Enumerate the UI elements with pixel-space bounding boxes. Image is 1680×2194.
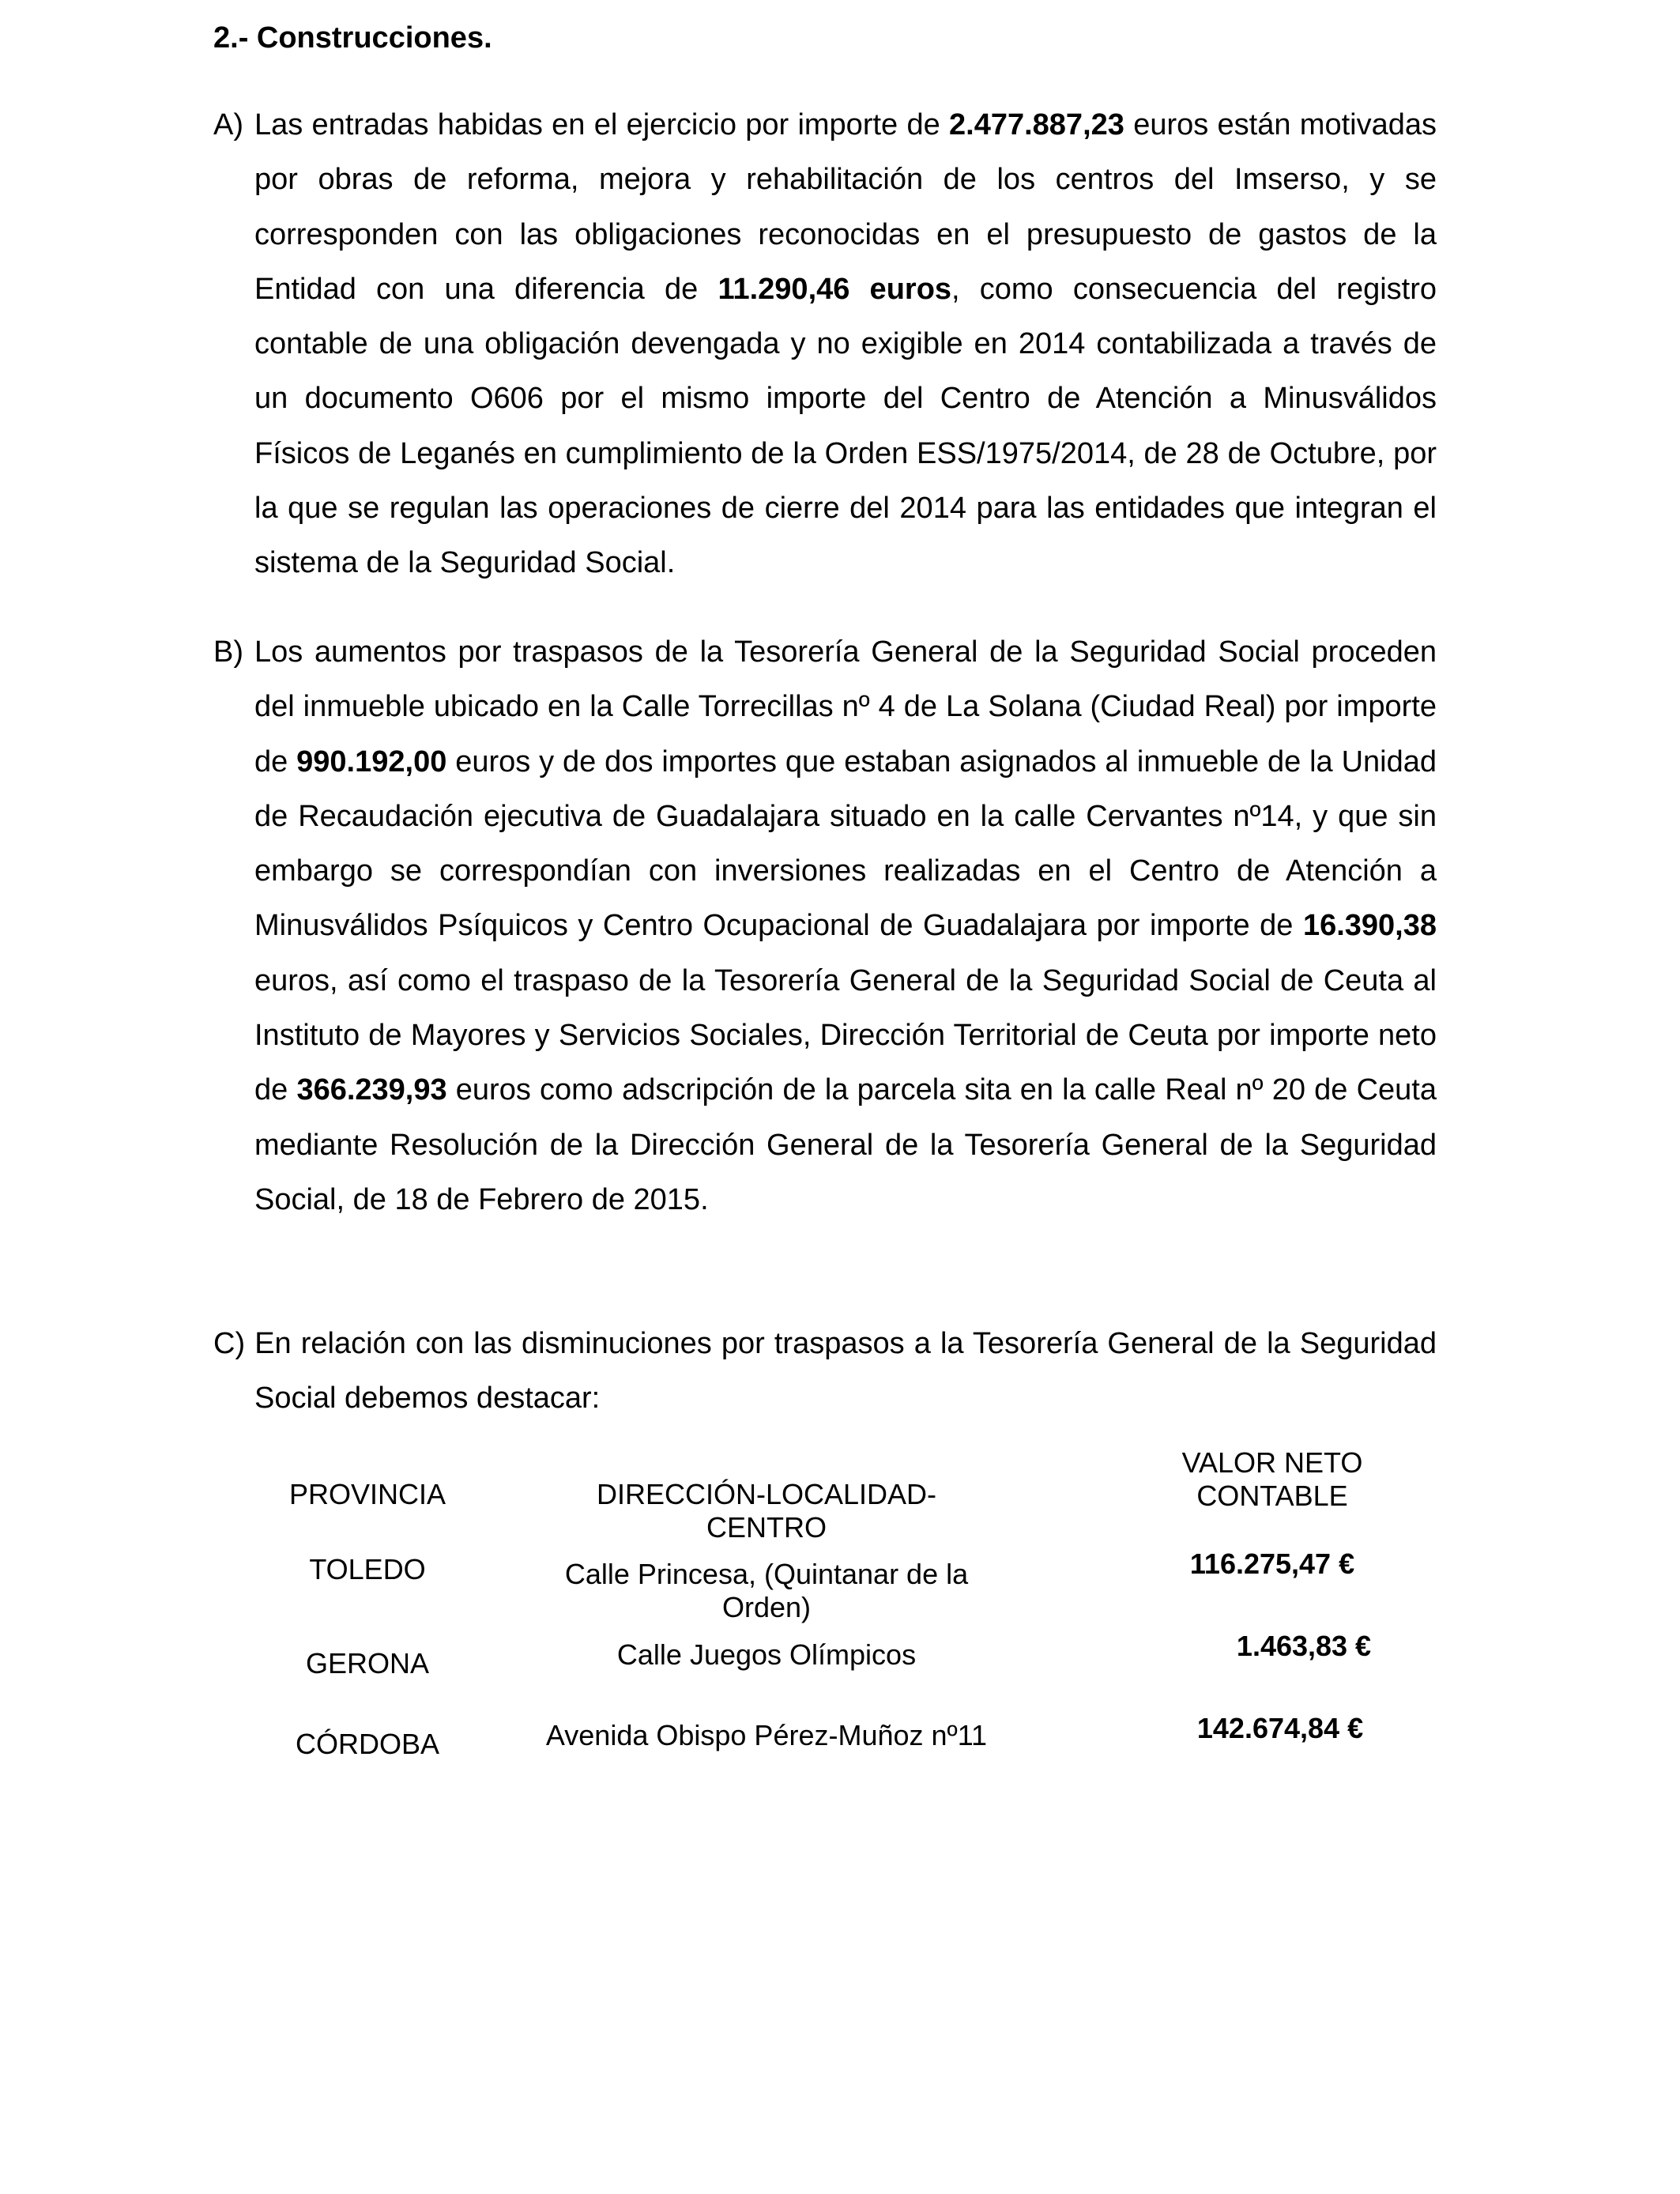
paragraph-c xyxy=(213,1317,1437,1427)
row-1-provincia: TOLEDO xyxy=(309,1553,426,1585)
header-valor-neto: VALOR NETO xyxy=(1181,1446,1363,1479)
amount-bold: 990.192,00 xyxy=(296,745,447,778)
text-run: euros y de dos importes que estaban asignados al inmueble de la Unidad de Recaudación ejecutiva de Guadalajara situado en la calle Cervantes nº14, y que sin embargo se correspondían con inversiones realizadas en el Centro de Atención a Minusválidos Psíquicos y Centro Ocupacional de Guadalajara por importe de xyxy=(254,745,1437,943)
row-3-direccion: Avenida Obispo Pérez-Muñoz nº11 xyxy=(545,1719,988,1751)
row-1-valor: 116.275,47 € xyxy=(1189,1547,1355,1580)
text-run: euros, así como el traspaso de la Tesorería General de la Seguridad Social de Ceuta al Instituto de Mayores y Servicios Sociales, Dirección Territorial de Ceuta por importe neto de xyxy=(254,963,1437,1107)
row-2-direccion: Calle Juegos Olímpicos xyxy=(616,1638,917,1671)
text-run: Los aumentos por traspasos de la Tesorería General de la Seguridad Social proceden del inmueble ubicado en la Calle Torrecillas nº 4 de La Solana (Ciudad Real) por importe de xyxy=(254,635,1437,778)
row-3-provincia: CÓRDOBA xyxy=(295,1728,440,1760)
row-2-valor: 1.463,83 € xyxy=(1236,1630,1372,1662)
paragraph-b xyxy=(213,625,1437,1227)
text-run: , como consecuencia del registro contable de una obligación devengada y no exigible en 2014 contabilizada a través de un documento O606 por el mismo importe del Centro de Atención a Minusválidos Físicos de Leganés en cumplimiento de la Orden ESS/1975/2014, de 28 de Octubre, por la que se regulan las operaciones de cierre del 2014 para las entidades que integran el sistema de la Seguridad Social. xyxy=(254,272,1437,580)
header-direccion: DIRECCIÓN-LOCALIDAD-CENTRO xyxy=(596,1478,937,1544)
text-run: euros como adscripción de la parcela sita en la calle Real nº 20 de Ceuta mediante Resolución de la Dirección General de la Tesorería General de la Seguridad Social, de 18 de Febrero de 2015. xyxy=(254,1073,1437,1216)
row-2-provincia: GERONA xyxy=(305,1647,430,1679)
paragraph-b-body xyxy=(254,625,1437,1227)
amount-bold: 11.290,46 euros xyxy=(718,272,952,306)
paragraph-c-text: C) En relación con las disminuciones por traspasos a la Tesorería General de la Seguridad Social debemos destacar: xyxy=(213,1327,1437,1416)
paragraph-b-letter: B) xyxy=(213,635,243,669)
amount-bold: 16.390,38 xyxy=(1302,909,1437,943)
amount-bold: 2.477.887,23 xyxy=(949,108,1124,141)
row-3-valor: 142.674,84 € xyxy=(1196,1712,1364,1744)
section-heading: 2.- Construcciones. xyxy=(213,21,492,55)
header-contable: CONTABLE xyxy=(1196,1480,1348,1512)
paragraph-a xyxy=(213,98,1437,591)
amount-bold: 366.239,93 xyxy=(296,1073,447,1107)
text-run: Las entradas habidas en el ejercicio por importe de xyxy=(254,108,950,141)
paragraph-a-letter: A) xyxy=(213,108,243,141)
text-run: euros están motivadas por obras de reforma, mejora y rehabilitación de los centros del Imserso, y se corresponden con las obligaciones reconocidas en el presupuesto de gastos de la Entidad con una diferencia de xyxy=(254,108,1437,306)
row-1-direccion: Calle Princesa, (Quintanar de la Orden) xyxy=(564,1558,969,1623)
paragraph-a-body xyxy=(254,98,1437,591)
header-provincia: PROVINCIA xyxy=(288,1478,446,1510)
